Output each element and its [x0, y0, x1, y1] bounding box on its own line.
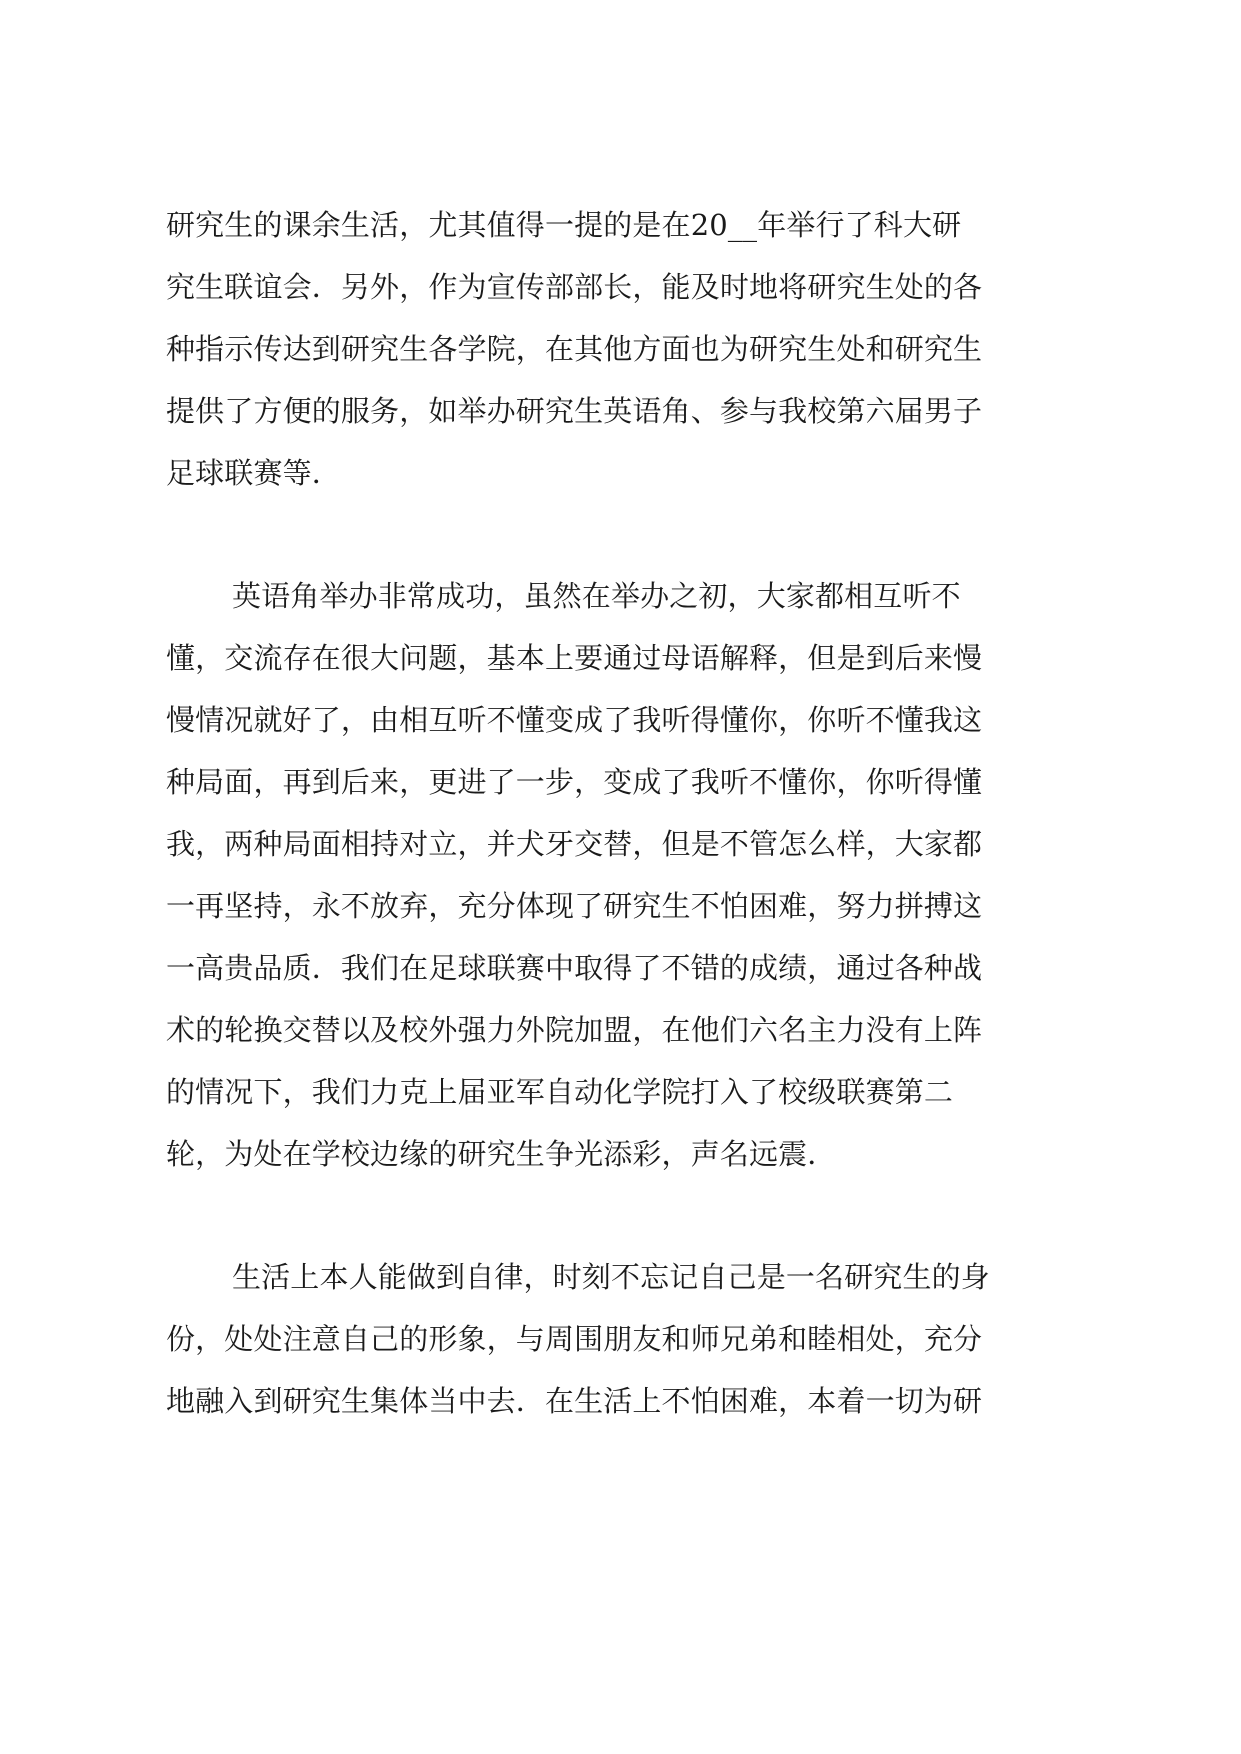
paragraph-2-line-9: 的情况下，我们力克上届亚军自动化学院打入了校级联赛第二 — [166, 1075, 954, 1109]
paragraph-1-line-5: 足球联赛等． — [166, 456, 341, 490]
paragraph-1-line-3: 种指示传达到研究生各学院，在其他方面也为研究生处和研究生 — [166, 332, 983, 366]
paragraph-2-line-2: 懂，交流存在很大问题，基本上要通过母语解释，但是到后来慢 — [166, 641, 983, 675]
paragraph-3-line-2: 份，处处注意自己的形象，与周围朋友和师兄弟和睦相处，充分 — [166, 1322, 983, 1356]
paragraph-3-line-3: 地融入到研究生集体当中去．在生活上不怕困难，本着一切为研 — [166, 1384, 983, 1418]
paragraph-2-line-8: 术的轮换交替以及校外强力外院加盟，在他们六名主力没有上阵 — [166, 1013, 983, 1047]
paragraph-2-line-10: 轮，为处在学校边缘的研究生争光添彩，声名远震． — [166, 1137, 837, 1171]
paragraph-1-line-1: 研究生的课余生活，尤其值得一提的是在20__年举行了科大研 — [166, 208, 962, 242]
paragraph-1-line-4: 提供了方便的服务，如举办研究生英语角、参与我校第六届男子 — [166, 394, 983, 428]
paragraph-2-line-5: 我，两种局面相持对立，并犬牙交替，但是不管怎么样，大家都 — [166, 827, 983, 861]
paragraph-2-line-4: 种局面，再到后来，更进了一步，变成了我听不懂你，你听得懂 — [166, 765, 983, 799]
paragraph-2-line-6: 一再坚持，永不放弃，充分体现了研究生不怕困难，努力拼搏这 — [166, 889, 983, 923]
paragraph-3-line-1: 生活上本人能做到自律，时刻不忘记自己是一名研究生的身 — [232, 1260, 990, 1294]
paragraph-2-line-1: 英语角举办非常成功，虽然在举办之初，大家都相互听不 — [232, 579, 961, 613]
paragraph-2-line-3: 慢情况就好了，由相互听不懂变成了我听得懂你，你听不懂我这 — [166, 703, 983, 737]
paragraph-2-line-7: 一高贵品质．我们在足球联赛中取得了不错的成绩，通过各种战 — [166, 951, 983, 985]
paragraph-1-line-2: 究生联谊会．另外，作为宣传部部长，能及时地将研究生处的各 — [166, 270, 983, 304]
